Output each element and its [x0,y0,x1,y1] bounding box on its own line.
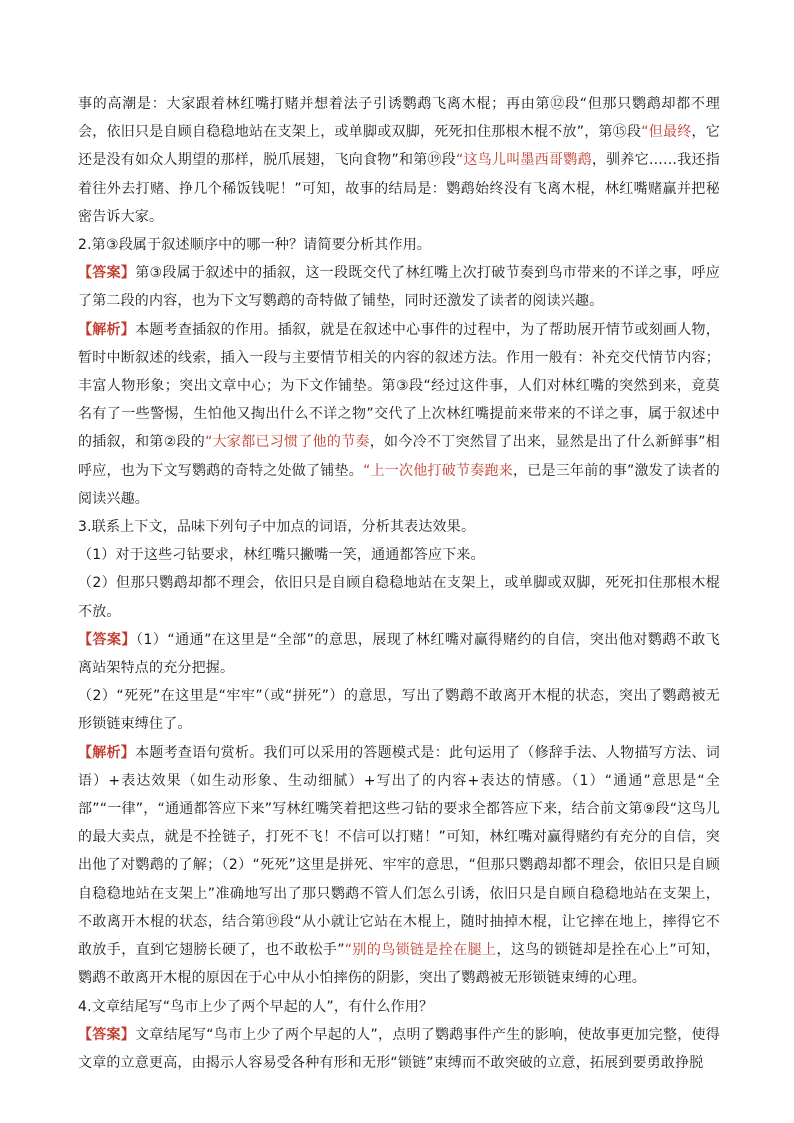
quote-red: “大家都已习惯了他的节奏 [205,434,370,451]
quote-red: “上一次他打破节奏跑来 [363,462,514,479]
answer-3-part-2: （2）“死死”在这里是“牢牢”（或“拼死”）的意思，写出了鹦鹉不敢离开木棍的状态，突出了鹦鹉被无形锁链束缚住了。 [78,688,720,733]
question-3: 3.联系上下文，品味下列句子中加点的词语，分析其表达效果。 [78,519,476,536]
analysis-2: 【解析】本题考查插叙的作用。插叙，就是在叙述中心事件的过程中，为了帮助展开情节或刻画人物，暂时中断叙述的线索，插入一段与主要情节相关的内容的叙述方法。作用一般有：补充交代情节内容；丰富人物形象；突出文章中心；为下文作铺垫。第③段“经过这件事，人们对林红嘴的突然到来，竟莫名有了一些警惕，生怕他又掏出什么不详之物”交代了上次林红嘴提前来带来的不详之事，属于叙述中的插叙，和第②段的“大家都已习惯了他的节奏，如今冷不丁突然冒了出来，显然是出了什么新鲜事”相呼应，也为下文写鹦鹉的奇特之处做了铺垫。“上一次他打破节奏跑来，已是三年前的事”激发了读者的阅读兴趣。 [78,321,721,507]
answer-tag: 【答案】 [78,631,136,648]
quote-red: “这鸟儿叫墨西哥鹦鹉 [456,152,592,169]
question-3-item-2: （2）但那只鹦鹉却都不理会，依旧只是自顾自稳稳地站在支架上，或单脚或双脚，死死扣住那根木棍不放。 [78,575,720,620]
question-3-item-1: （1）对于这些刁钻要求，林红嘴只撇嘴一笑，通通都答应下来。 [78,547,485,564]
answer-3: 【答案】（1）“通通”在这里是“全部”的意思，展现了林红嘴对赢得赌约的自信，突出他对鹦鹉不敢飞离站架特点的充分把握。 [78,631,720,677]
quote-red: “但最终 [641,124,692,141]
answer-tag: 【答案】 [78,1026,136,1043]
analysis-3: 【解析】本题考查语句赏析。我们可以采用的答题模式是：此句运用了（修辞手法、人物描写方法、词语）+表达效果（如生动形象、生动细腻）+写出了的内容+表达的情感。（1）“通通”意思是“全部”“一律”，“通通都答应下来”写林红嘴笑着把这些刁钻的要求全都答应下来，结合前文第⑨段“这鸟儿的最大卖点，就是不拴链子，打死不飞！不信可以打赌！”可知，林红嘴对赢得赌约有充分的自信，突出他了对鹦鹉的了解；（2）“死死”这里是拼死、牢牢的意思，“但那只鹦鹉却都不理会，依旧只是自顾自稳稳地站在支架上”准确地写出了那只鹦鹉不管人们怎么引诱，依旧只是自顾自稳稳地站在支架上，不敢离开木棍的状态，结合第⑲段“从小就让它站在木棍上，随时抽掉木棍，让它摔在地上，摔得它不敢放手，直到它翅膀长硬了，也不敢松手”“别的鸟锁链是拴在腿上，这鸟的锁链却是拴在心上”可知，鹦鹉不敢离开木棍的原因在于心中从小怕摔伤的阴影，突出了鹦鹉被无形锁链束缚的心理。 [78,744,720,987]
question-4: 4.文章结尾写“鸟市上少了两个早起的人”，有什么作用？ [78,998,434,1015]
analysis-tag: 【解析】 [78,744,136,761]
quote-red: “别的鸟锁链是拴在腿上 [344,942,497,959]
document-body [78,90,720,1077]
question-2: 2.第③段属于叙述顺序中的哪一种？请简要分析其作用。 [78,237,432,254]
answer-2: 【答案】第③段属于叙述中的插叙，这一段既交代了林红嘴上次打破节奏到鸟市带来的不详之事，呼应了第二段的内容，也为下文写鹦鹉的奇特做了铺垫，同时还激发了读者的阅读兴趣。 [78,265,720,310]
analysis-tag: 【解析】 [78,321,136,338]
answer-tag: 【答案】 [78,265,136,282]
answer-4: 【答案】文章结尾写“鸟市上少了两个早起的人”，点明了鹦鹉事件产生的影响，使故事更加完整，使得文章的立意更高，由揭示人容易受各种有形和无形“锁链”束缚而不敢突破的立意，拓展到要勇敢挣脱 [78,1026,720,1071]
paragraph-intro: 事的高潮是：大家跟着林红嘴打赌并想着法子引诱鹦鹉飞离木棍；再由第⑫段“但那只鹦鹉却都不理会，依旧只是自顾自稳稳地站在支架上，或单脚或双脚，死死扣住那根木棍不放”，第⑮段“但最终，它还是没有如众人期望的那样，脱爪展翅，飞向食物”和第⑲段“这鸟儿叫墨西哥鹦鹉，驯养它……我还指着往外去打赌、挣几个稀饭钱呢！”可知，故事的结局是：鹦鹉始终没有飞离木棍，林红嘴赌赢并把秘密告诉大家。 [78,96,720,225]
